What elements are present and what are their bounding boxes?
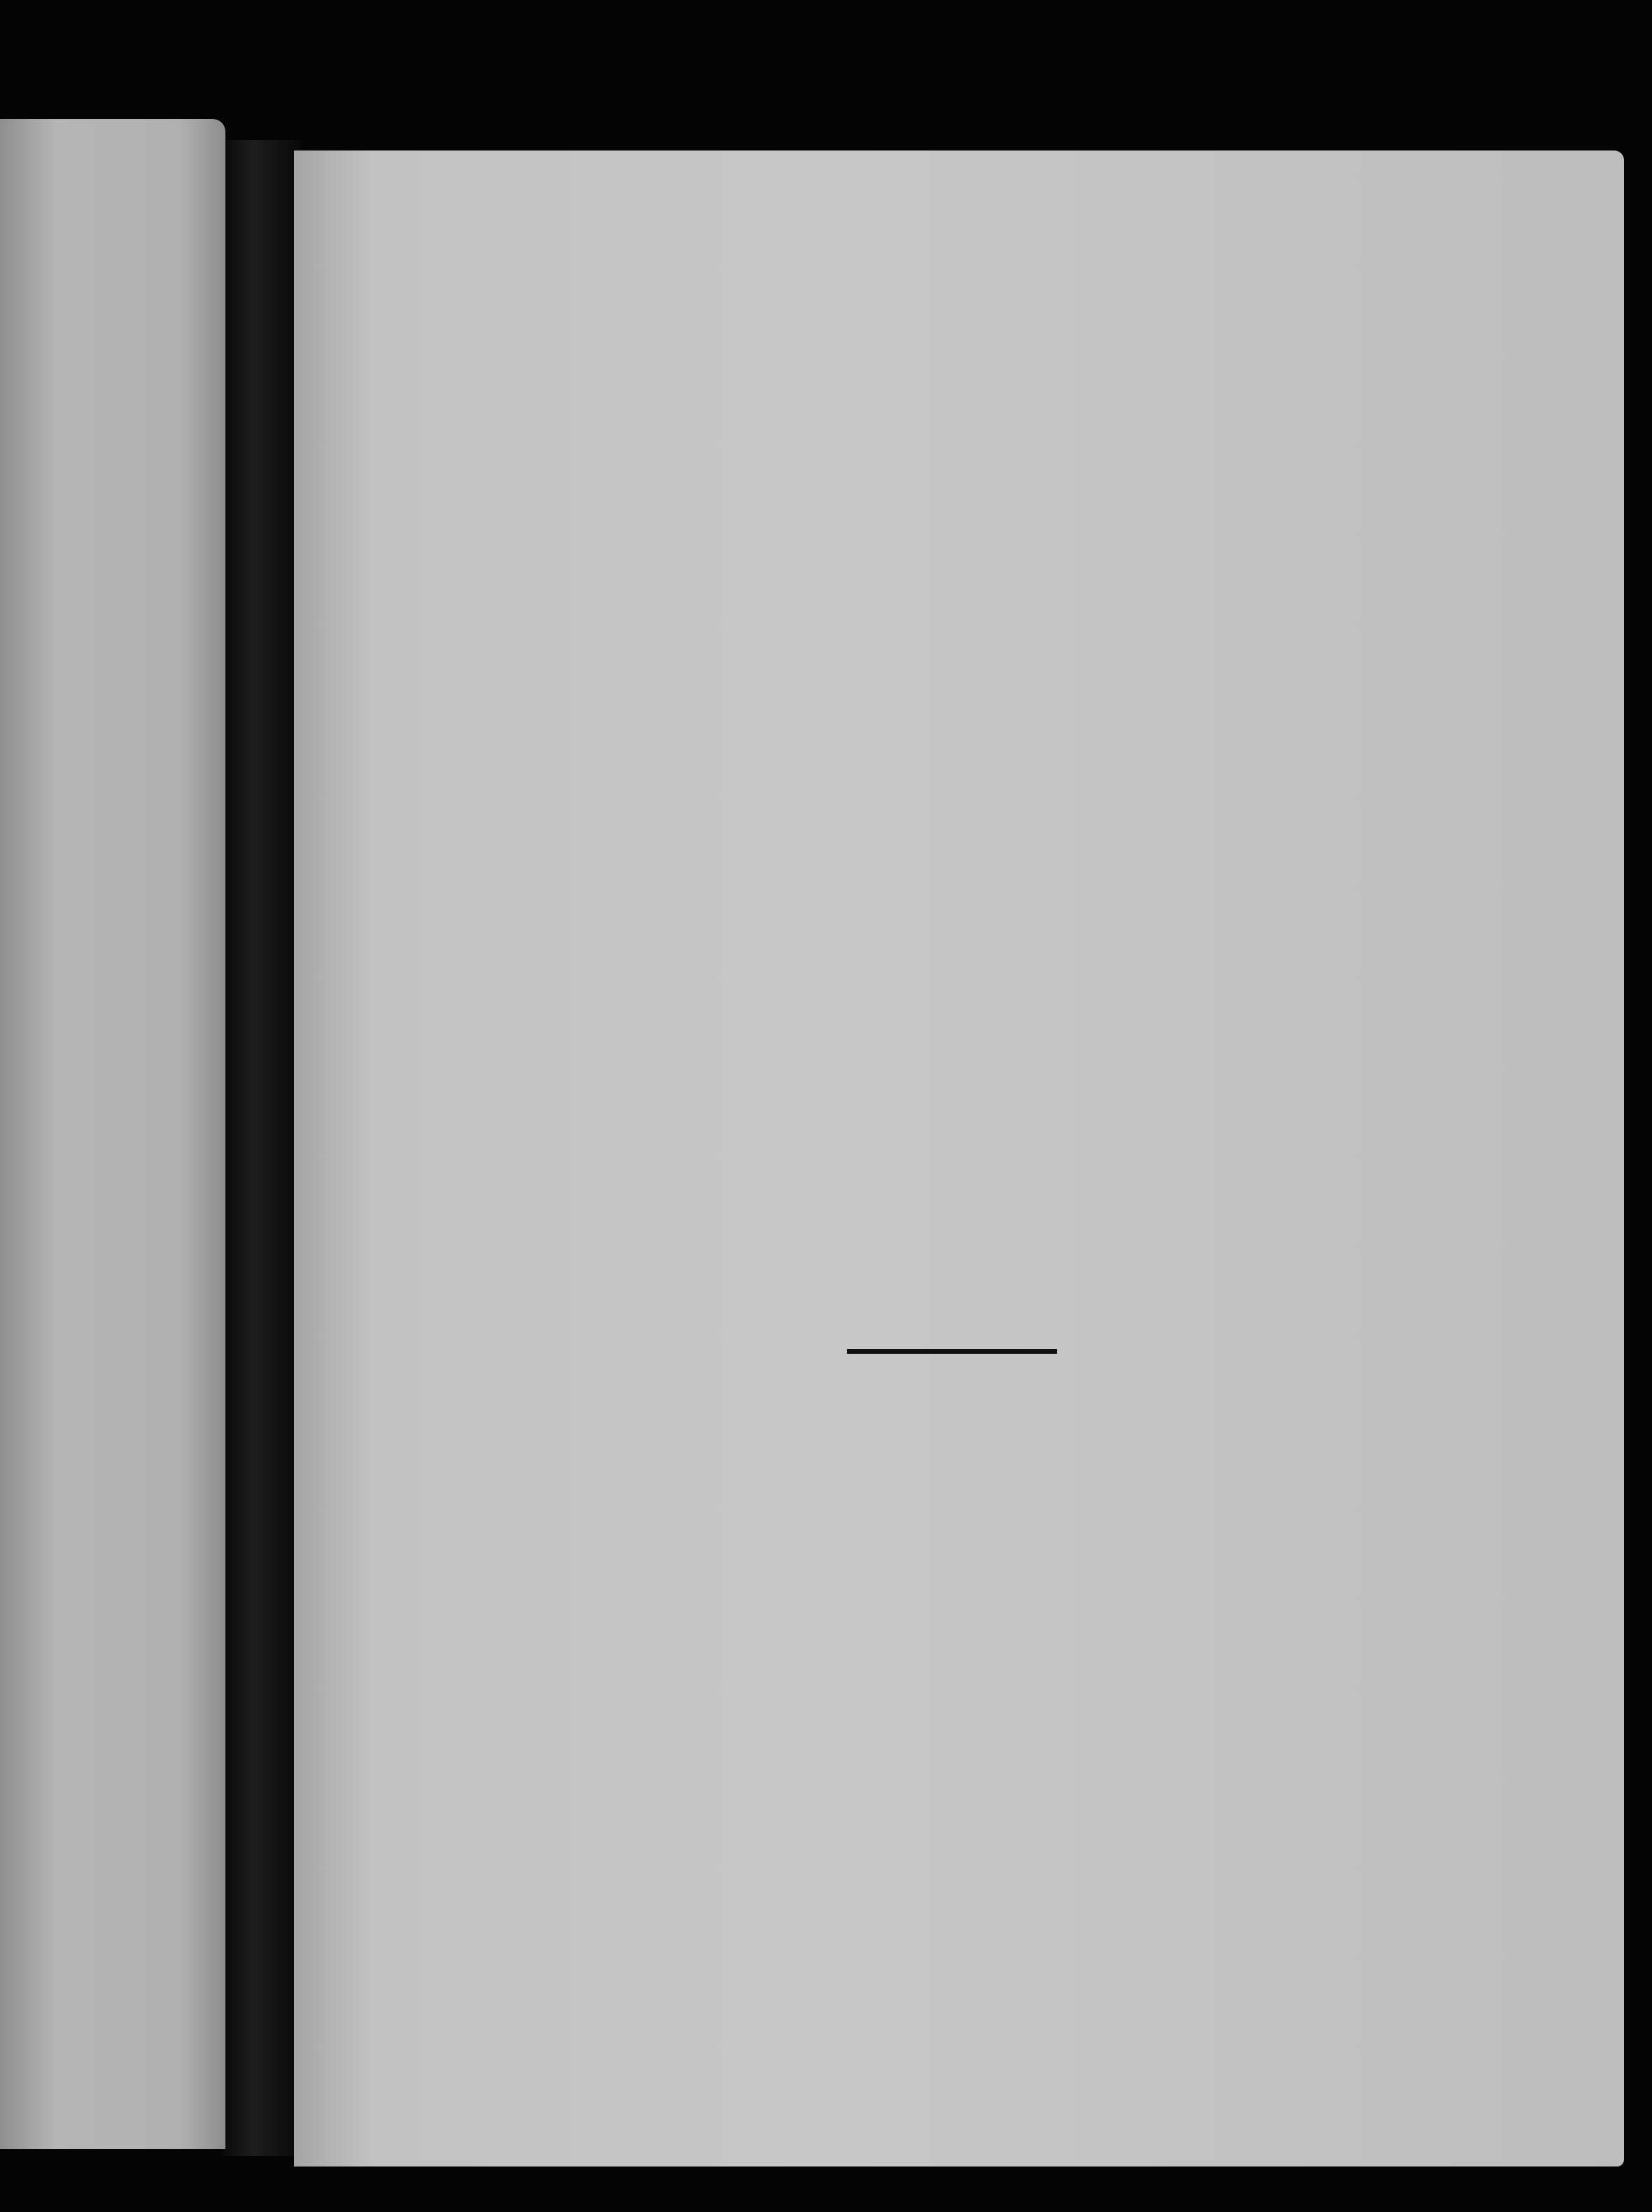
divider-rule bbox=[847, 1349, 1057, 1354]
book-spine bbox=[223, 140, 301, 2156]
right-page bbox=[294, 150, 1624, 2166]
left-page bbox=[0, 119, 225, 2149]
